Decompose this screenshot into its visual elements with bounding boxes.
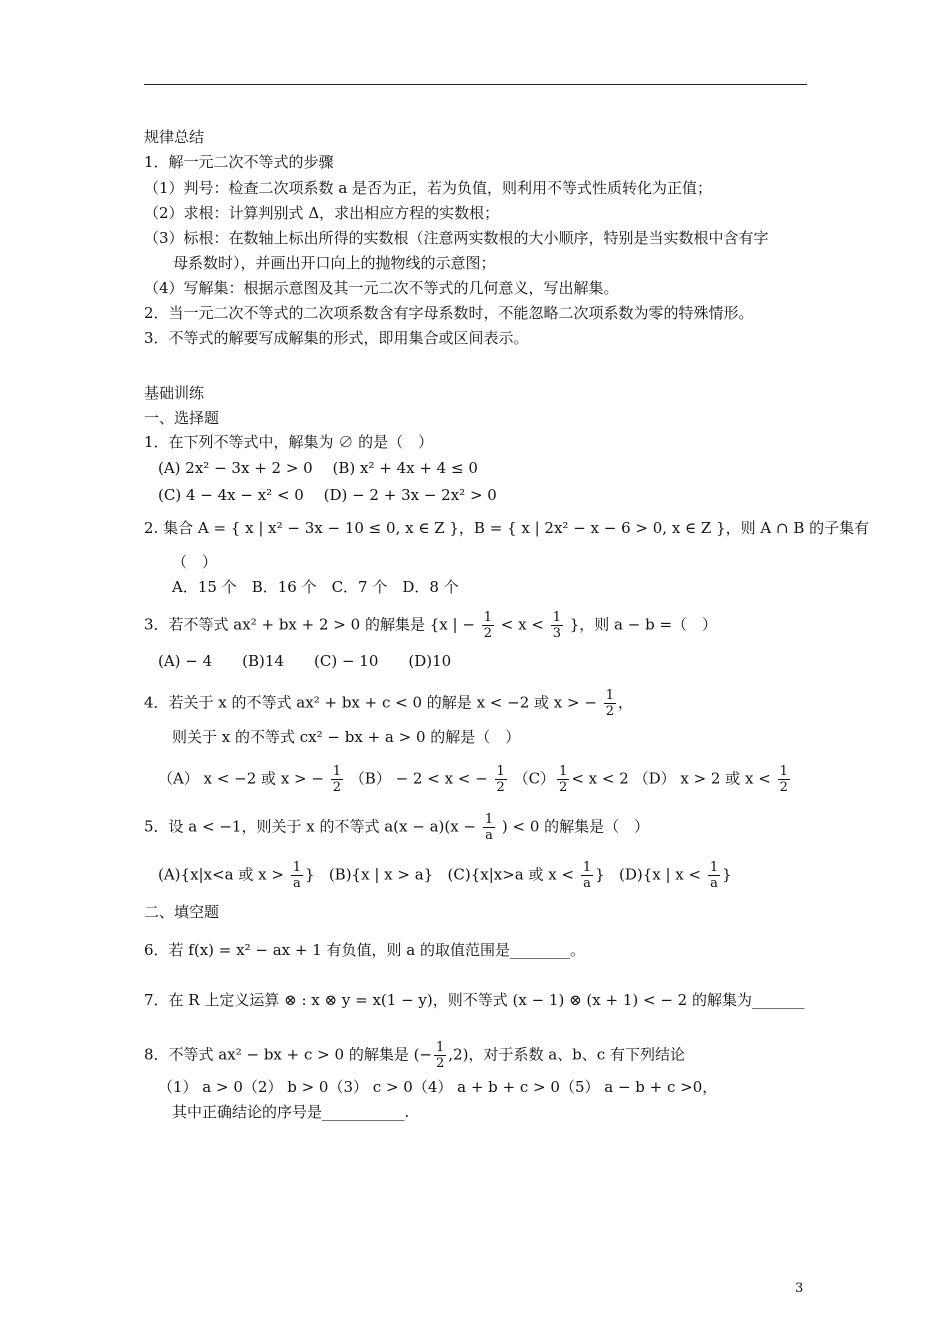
fraction-one-third: $\frac{1}{3}$: [552, 610, 561, 641]
question-7: 7．在 R 上定义运算 ⊗ : x ⊗ y = x(1 − y)，则不等式 (x − 1) ⊗ (x + 1) < − 2 的解集为_______: [144, 991, 805, 1009]
question-3-set-mid: < x <: [500, 615, 544, 634]
fraction-one-half: $\frac{1}{2}$: [436, 1040, 445, 1071]
fraction-one-over-a: $\frac{1}{a}$: [709, 860, 719, 891]
summary-heading: 规律总结: [144, 128, 205, 146]
section-choice: 一、选择题: [144, 409, 220, 427]
question-4-option-a: （A） x < −2 或 x > −: [158, 769, 324, 788]
question-8: [144, 1040, 685, 1071]
question-3-options: (A) − 4 (B)14 (C) − 10 (D)10: [158, 652, 452, 670]
question-4-option-c-rest: < x < 2: [571, 769, 629, 788]
question-8-end: ,2)，对于系数 a、b、c 有下列结论: [448, 1045, 685, 1064]
question-5-option-b: (B){x | x > a}: [328, 865, 434, 884]
question-4-line-2: 则关于 x 的不等式 cx² − bx + a > 0 的解是（ ）: [172, 728, 521, 746]
fraction-one-over-a: $\frac{1}{a}$: [582, 860, 592, 891]
question-4-option-b: （B） − 2 < x < −: [349, 769, 488, 788]
question-1: 1．在下列不等式中，解集为 ∅ 的是（ ）: [144, 433, 434, 451]
question-5-options: (A){x|x<a 或 x > $\frac{1}{a}$ } (B){x | x > a} (C){x|x>a 或 x < $\frac{1}{a}$ } (D){x | x < $\frac{1}{a}$ }: [158, 860, 732, 891]
question-3-end: }，则 a − b =（ ）: [569, 615, 718, 634]
summary-line-4a: （3）标根：在数轴上标出所得的实数根（注意两实数根的大小顺序，特别是当实数根中含有字: [144, 229, 769, 247]
training-heading: 基础训练: [144, 384, 205, 402]
summary-line-6: 2．当一元二次不等式的二次项系数含有字母系数时，不能忽略二次项系数为零的特殊情形。: [144, 304, 754, 322]
question-4: 4．若关于 x 的不等式 ax² + bx + c < 0 的解是 x < −2 或 x > − $\frac{1}{2}$ ，: [144, 688, 634, 719]
question-4-stem: 4．若关于 x 的不等式 ax² + bx + c < 0 的解是 x < −2 或 x > −: [144, 693, 597, 712]
question-2: 2. 集合 A = { x | x² − 3x − 10 ≤ 0, x ∈ Z }，B = { x | 2x² − x − 6 > 0, x ∈ Z }，则 A ∩ B 的子集有: [144, 519, 870, 537]
question-3: [144, 610, 717, 641]
summary-line-2: （1）判号：检查二次项系数 a 是否为正，若为负值，则利用不等式性质转化为正值；: [144, 179, 713, 197]
fraction-one-half: $\frac{1}{2}$: [605, 688, 614, 719]
section-fill: 二、填空题: [144, 903, 220, 921]
fraction-one-half: $\frac{1}{2}$: [496, 764, 505, 795]
question-2-options: A．15 个 B．16 个 C．7 个 D．8 个: [172, 578, 459, 596]
question-4-option-d: （D） x > 2 或 x <: [633, 769, 771, 788]
question-8-answer: 其中正确结论的序号是___________.: [172, 1103, 410, 1121]
summary-line-4b: 母系数时），并画出开口向上的抛物线的示意图；: [173, 254, 496, 272]
question-2-paren: （ ）: [172, 553, 218, 571]
header-rule: [144, 84, 807, 85]
fraction-one-over-a: $\frac{1}{a}$: [484, 812, 494, 843]
question-8-conclusions: （1） a > 0（2） b > 0（3） c > 0（4） a + b + c > 0（5） a − b + c >0，: [158, 1078, 718, 1096]
question-3-set-start: {x | −: [429, 615, 475, 634]
summary-line-5: （4）写解集：根据示意图及其一元二次不等式的几何意义，写出解集。: [144, 279, 619, 297]
question-5-end: ) < 0 的解集是（ ）: [501, 817, 650, 836]
question-5-option-a: (A){x|x<a 或 x >: [158, 865, 284, 884]
question-5-option-c: (C){x|x>a 或 x <: [447, 865, 575, 884]
summary-line-1: 1．解一元二次不等式的步骤: [144, 153, 334, 171]
fraction-one-over-a: $\frac{1}{a}$: [292, 860, 301, 891]
page-number: 3: [795, 1281, 804, 1296]
question-5: [144, 812, 649, 843]
summary-line-7: 3．不等式的解要写成解集的形式，即用集合或区间表示。: [144, 329, 529, 347]
question-1-options-ab: (A) 2x² − 3x + 2 > 0 (B) x² + 4x + 4 ≤ 0: [158, 459, 478, 477]
question-8-stem: 8．不等式 ax² − bx + c > 0 的解集是 (−: [144, 1045, 433, 1064]
fraction-one-half: $\frac{1}{2}$: [779, 764, 788, 795]
question-5-option-d: (D){x | x <: [618, 865, 702, 884]
question-6: 6．若 f(x) = x² − ax + 1 有负值，则 a 的取值范围是________。: [144, 941, 586, 959]
summary-line-3: （2）求根：计算判别式 Δ，求出相应方程的实数根；: [144, 204, 500, 222]
fraction-one-half: $\frac{1}{2}$: [559, 764, 568, 795]
question-4-option-c: （C）: [513, 769, 556, 788]
question-4-options: [158, 764, 792, 795]
question-1-options-cd: (C) 4 − 4x − x² < 0 (D) − 2 + 3x − 2x² > 0: [158, 486, 497, 504]
question-5-stem: 5．设 a < −1，则关于 x 的不等式 a(x − a)(x −: [144, 817, 477, 836]
fraction-one-half: $\frac{1}{2}$: [483, 610, 492, 641]
question-3-stem: 3．若不等式 ax² + bx + 2 > 0 的解集是: [144, 615, 425, 634]
fraction-one-half: $\frac{1}{2}$: [332, 764, 342, 795]
